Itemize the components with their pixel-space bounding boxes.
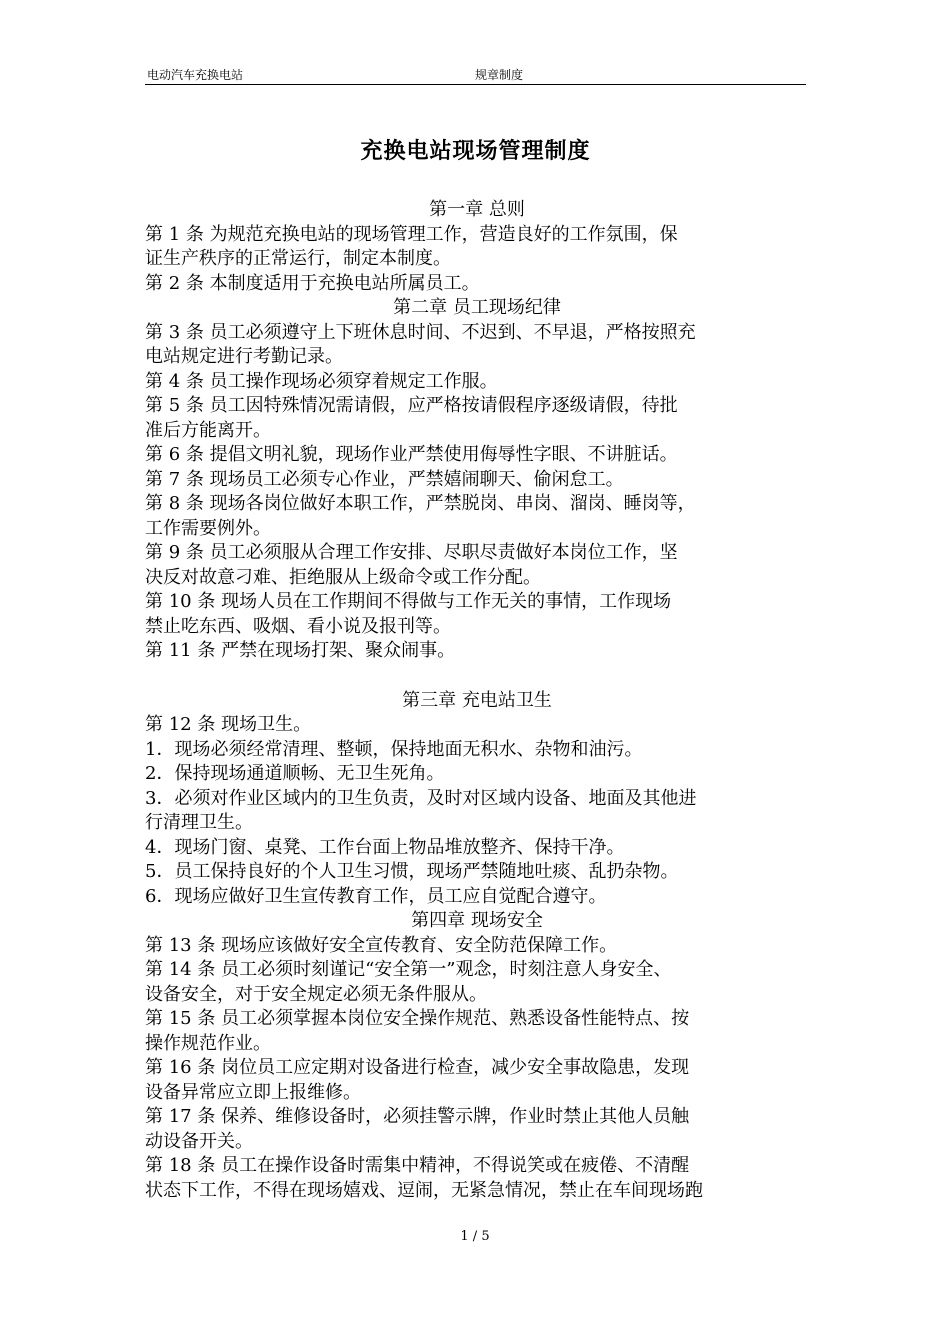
- body-line: 第 7 条 现场员工必须专心作业，严禁嬉闹聊天、偷闲怠工。: [145, 468, 624, 490]
- document-title: 充换电站现场管理制度: [360, 138, 591, 164]
- body-line: 1．现场必须经常清理、整顿，保持地面无积水、杂物和油污。: [145, 738, 643, 760]
- body-line: 第 18 条 员工在操作设备时需集中精神，不得说笑或在疲倦、不清醒: [145, 1155, 690, 1176]
- document-body: [145, 198, 809, 1203]
- body-line: 准后方能离开。: [145, 419, 271, 441]
- body-line: 证生产秩序的正常运行，制定本制度。: [145, 248, 451, 269]
- body-line: 第 6 条 提倡文明礼貌，现场作业严禁使用侮辱性字眼、不讲脏话。: [145, 444, 678, 465]
- body-line: 设备安全，对于安全规定必须无条件服从。: [145, 983, 487, 1005]
- page-number: 1 / 5: [460, 1229, 490, 1244]
- chapter-heading: 第三章 充电站卫生: [402, 689, 552, 711]
- body-line: 状态下工作，不得在现场嬉戏、逗闹，无紧急情况，禁止在车间现场跑: [145, 1179, 703, 1201]
- body-line: 第 2 条 本制度适用于充换电站所属员工。: [145, 272, 480, 294]
- body-line: 第 4 条 员工操作现场必须穿着规定工作服。: [145, 370, 498, 392]
- body-line: 5．员工保持良好的个人卫生习惯，现场严禁随地吐痰、乱扔杂物。: [145, 861, 679, 882]
- body-line: 第 1 条 为规范充换电站的现场管理工作，营造良好的工作氛围，保: [145, 223, 678, 245]
- chapter-heading: 第二章 员工现场纪律: [393, 297, 561, 318]
- body-line: 电站规定进行考勤记录。: [145, 346, 343, 367]
- body-line: 第 13 条 现场应该做好安全宣传教育、安全防范保障工作。: [145, 934, 618, 956]
- body-line: 第 16 条 岗位员工应定期对设备进行检查，减少安全事故隐患，发现: [145, 1057, 690, 1078]
- body-line: 第 3 条 员工必须遵守上下班休息时间、不迟到、不早退，严格按照充: [145, 321, 696, 343]
- body-line: 决反对故意刁难、拒绝服从上级命令或工作分配。: [145, 566, 541, 588]
- body-line: 设备异常应立即上报维修。: [145, 1081, 361, 1103]
- body-line: 操作规范作业。: [145, 1032, 271, 1054]
- body-line: 6．现场应做好卫生宣传教育工作，员工应自觉配合遵守。: [145, 885, 607, 907]
- body-line: 工作需要例外。: [145, 517, 271, 539]
- body-line: 3．必须对作业区域内的卫生负责，及时对区域内设备、地面及其他进: [145, 787, 697, 809]
- body-line: 第 11 条 严禁在现场打架、聚众闹事。: [145, 640, 456, 661]
- body-line: 动设备开关。: [145, 1130, 253, 1152]
- body-line: 第 5 条 员工因特殊情况需请假，应严格按请假程序逐级请假，待批: [145, 395, 678, 416]
- page-header: [145, 64, 806, 85]
- body-line: 第 8 条 现场各岗位做好本职工作，严禁脱岗、串岗、溜岗、睡岗等，: [145, 493, 696, 514]
- body-line: 第 14 条 员工必须时刻谨记“安全第一”观念，时刻注意人身安全、: [145, 959, 672, 980]
- body-line: 第 12 条 现场卫生。: [145, 714, 312, 735]
- chapter-heading: 第一章 总则: [429, 199, 525, 220]
- body-line: 第 9 条 员工必须服从合理工作安排、尽职尽责做好本岗位工作，坚: [145, 542, 678, 563]
- blank-line: [145, 664, 809, 689]
- body-line: 第 17 条 保养、维修设备时，必须挂警示牌，作业时禁止其他人员触: [145, 1106, 690, 1127]
- header-center-text: 规章制度: [475, 68, 524, 82]
- chapter-heading: 第四章 现场安全: [411, 910, 543, 931]
- header-left-text: 电动汽车充换电站: [147, 68, 244, 82]
- body-line: 行清理卫生。: [145, 812, 253, 833]
- body-line: 4．现场门窗、桌凳、工作台面上物品堆放整齐、保持干净。: [145, 836, 625, 858]
- body-line: 第 15 条 员工必须掌握本岗位安全操作规范、熟悉设备性能特点、按: [145, 1008, 690, 1029]
- body-line: 2．保持现场通道顺畅、无卫生死角。: [145, 763, 445, 784]
- body-line: 禁止吃东西、吸烟、看小说及报刊等。: [145, 615, 451, 637]
- body-line: 第 10 条 现场人员在工作期间不得做与工作无关的事情，工作现场: [145, 591, 672, 612]
